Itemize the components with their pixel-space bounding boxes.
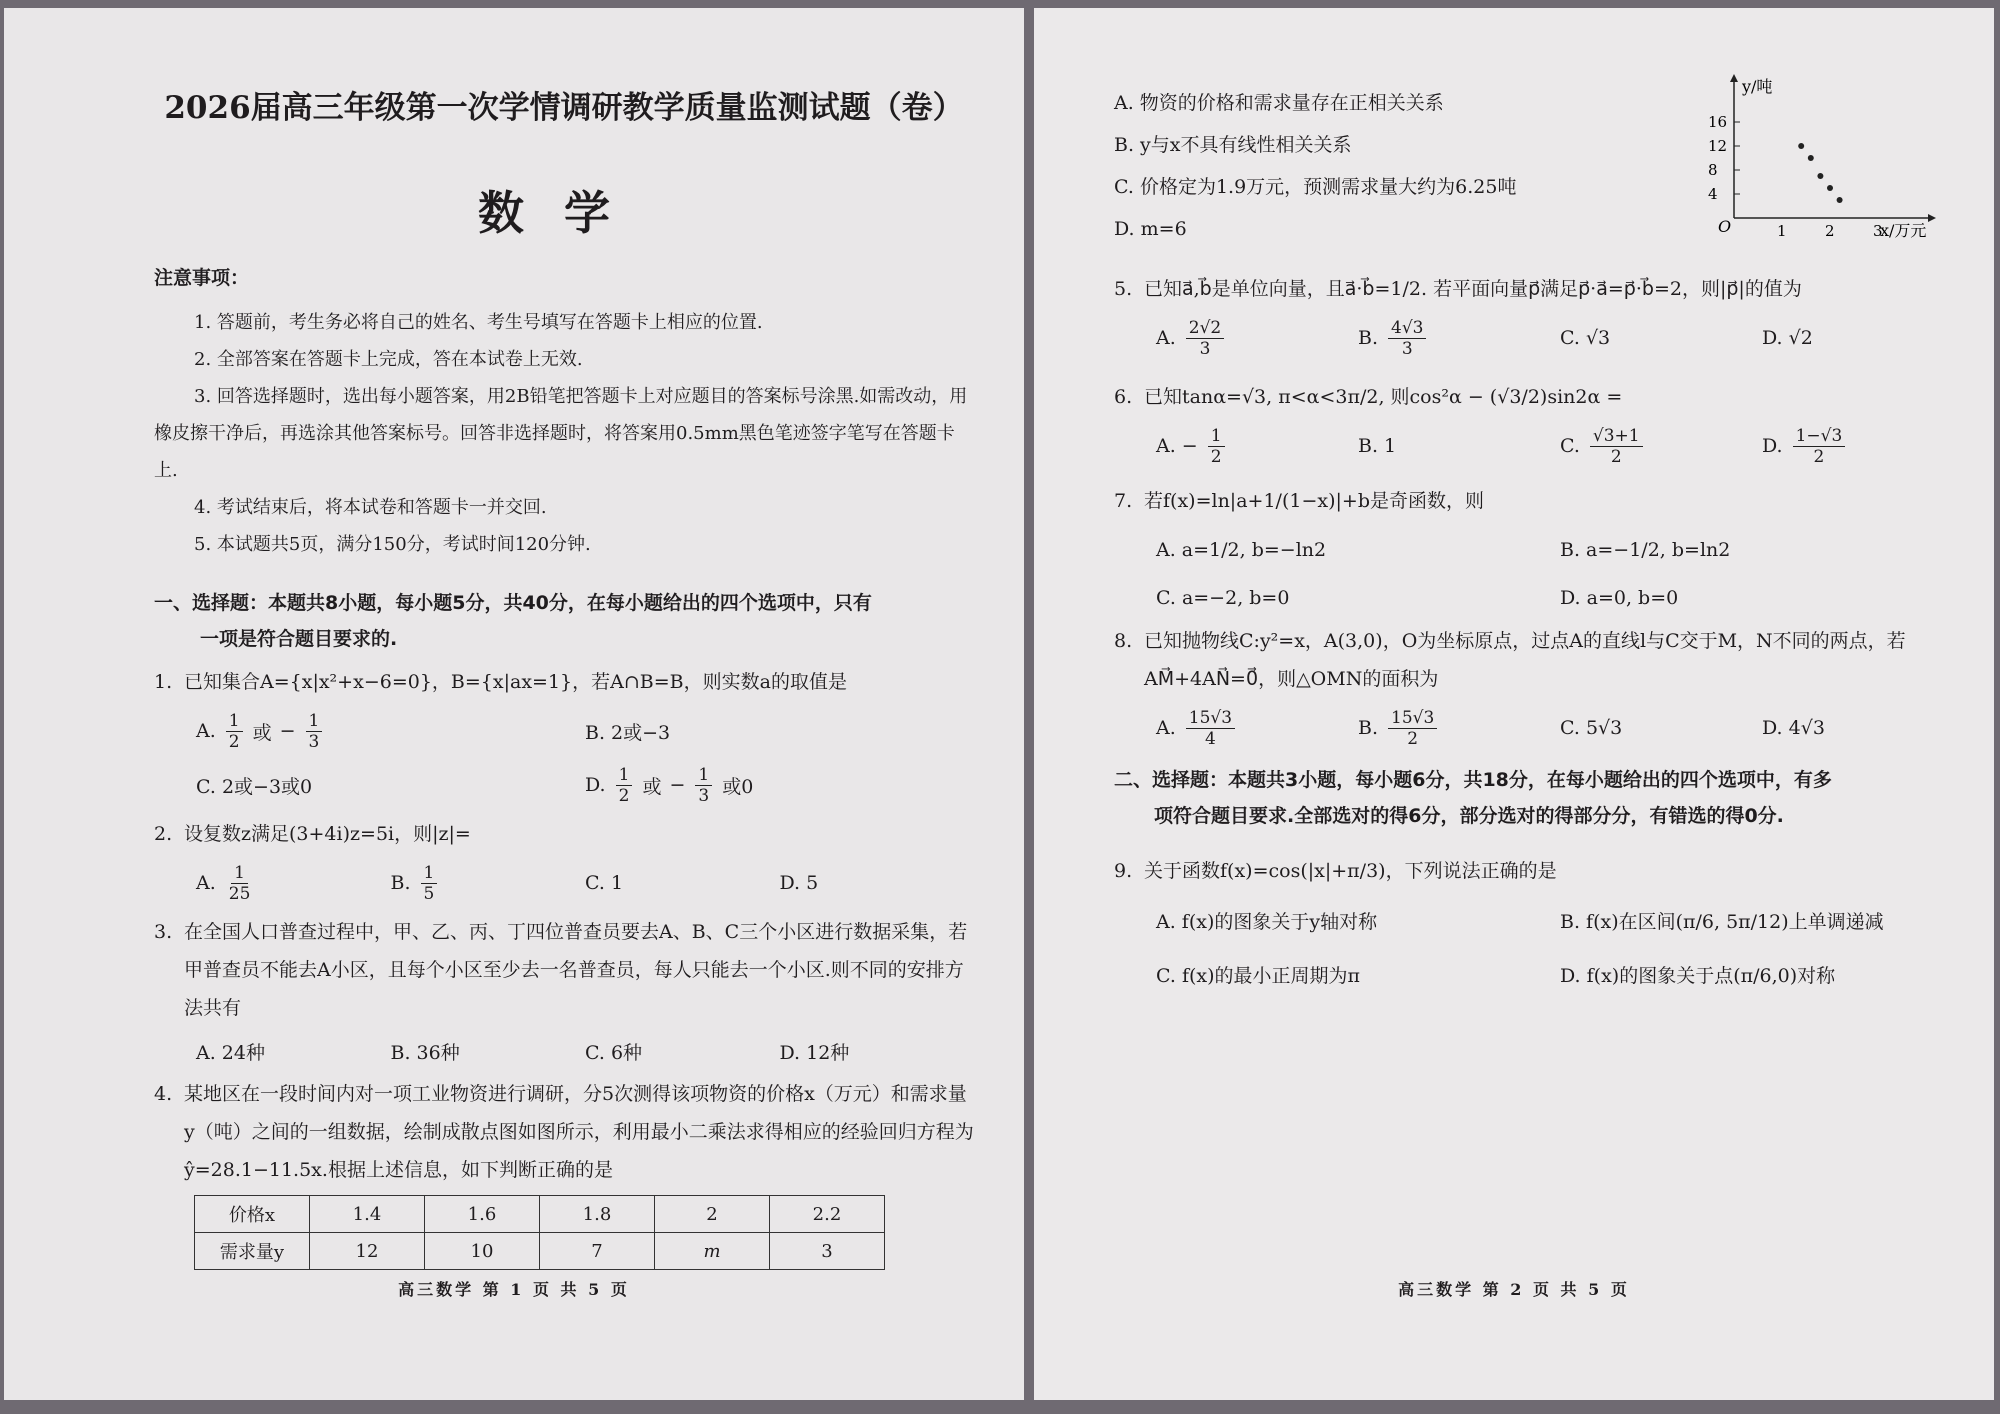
subject-title: 数学 [478,186,650,240]
q8-options [1156,704,1964,752]
x-tick-label: 2 [1825,222,1835,238]
q1-options-row1 [196,707,974,755]
q1-option-c: C. 2或−3或0 [196,775,313,798]
y-tick-label: 4 [1708,185,1718,203]
q4-options [1114,84,1674,248]
q2-option-b: B. $\frac{1}{5}$ [391,863,586,904]
q5-option-b: B. $\frac{4√3}{3}$ [1358,318,1560,359]
question-1: 1. 已知集合A={x|x²+x−6=0}，B={x|ax=1}，若A∩B=B，则实数a的取值是 [154,671,847,693]
q1-option-a: A. $\frac{1}{2}$ 或 − $\frac{1}{3}$ [196,711,585,752]
question-2: 2. 设复数z满足(3+4i)z=5i，则|z|= [154,823,471,845]
notice-heading: 注意事项： [154,267,250,289]
notice-item: 2. 全部答案在答题卡上完成，答在本试卷上无效. [194,349,583,370]
scatter-point [1837,197,1843,203]
scatter-points [1798,143,1842,203]
question-3: 3. 在全国人口普查过程中，甲、乙、丙、丁四位普查员要去A、B、C三个小区进行数据采集，若甲普查员不能去A小区，且每个小区至少去一名普查员，每人只能去一个小区.则不同的安排方法共有 [154,921,968,1019]
x-ticks [1777,222,1883,238]
notice-item: 5. 本试题共5页，满分150分，考试时间120分钟. [194,534,591,555]
x-axis-label: x/万元 [1880,221,1927,238]
page-footer: 高三数学 第 2 页 共 5 页 [1398,1280,1630,1299]
y-axis-label: y/吨 [1742,77,1773,96]
q5-option-d: D. √2 [1762,327,1813,349]
q5-option-c: C. √3 [1560,327,1611,349]
q9-option-b: B. f(x)在区间(π/6, 5π/12)上单调递减 [1560,910,1884,933]
scatter-point [1808,155,1814,161]
q9-option-c: C. f(x)的最小正周期为π [1156,964,1360,987]
section-1-heading: 一、选择题：本题共8小题，每小题5分，共40分，在每小题给出的四个选项中，只有 一项是符合题目要求的. [154,592,872,650]
question-5: 5. 已知a⃗,b⃗是单位向量，且a⃗·b⃗=1/2. 若平面向量p⃗满足p⃗·a⃗=p⃗·b⃗=2，则|p⃗|的值为 [1114,278,1802,300]
q7-option-a: A. a=1/2, b=−ln2 [1156,539,1327,561]
q1-option-d: D. $\frac{1}{2}$ 或 − $\frac{1}{3}$ 或0 [585,764,754,806]
q9-options-row1 [1156,896,1964,944]
q6-option-d: D. $\frac{1-√3}{2}$ [1762,426,1964,467]
q4-option-c: C. 价格定为1.9万元，预测需求量大约为6.25吨 [1114,176,1517,198]
q7-option-d: D. a=0, b=0 [1560,587,1679,609]
q3-options [196,1033,974,1069]
origin-label: O [1718,217,1732,236]
q8-option-b: B. $\frac{15√3}{2}$ [1358,708,1560,749]
q2-option-d: D. 5 [779,872,819,894]
q5-option-a: A. $\frac{2√2}{3}$ [1156,318,1358,359]
q3-option-b: B. 36种 [390,1041,460,1064]
q3-option-a: A. 24种 [196,1041,265,1064]
exam-title: 2026届高三年级第一次学情调研教学质量监测试题（卷） [164,90,964,126]
section-2-heading: 二、选择题：本题共3小题，每小题6分，共18分，在每小题给出的四个选项中，有多 项符合题目要求.全部选对的得6分，部分选对的得部分分，有错选的得0分. [1114,769,1832,827]
notice-item: 3. 回答选择题时，选出每小题答案，用2B铅笔把答题卡上对应题目的答案标号涂黑.如需改动，用橡皮擦干净后，再选涂其他答案标号。回答非选择题时，将答案用0.5mm黑色笔迹签字笔写在答题卡上. [154,386,968,481]
y-ticks [1708,113,1740,203]
q7-option-b: B. a=−1/2, b=ln2 [1560,539,1731,561]
q4-option-b: B. y与x不具有线性相关关系 [1114,134,1352,156]
q6-option-b: B. 1 [1358,435,1397,457]
q9-options-row2 [1156,950,1964,998]
notice-item: 1. 答题前，考生务必将自己的姓名、考生号填写在答题卡上相应的位置. [194,312,763,333]
q9-option-d: D. f(x)的图象关于点(π/6,0)对称 [1560,964,1836,987]
y-tick-label: 8 [1708,161,1718,179]
page-footer: 高三数学 第 1 页 共 5 页 [398,1280,630,1299]
question-8: 8. 已知抛物线C:y²=x，A(3,0)，O为坐标原点，过点A的直线l与C交于M，N不同的两点，若AM⃗+4AN⃗=0⃗，则△OMN的面积为 [1114,630,1906,690]
q6-option-a: A. − $\frac{1}{2}$ [1156,426,1358,467]
q6-options [1156,422,1964,470]
q8-option-d: D. 4√3 [1762,717,1825,739]
y-tick-label: 16 [1708,113,1728,131]
question-7: 7. 若f(x)=ln|a+1/(1−x)|+b是奇函数，则 [1114,490,1484,512]
x-tick-label: 1 [1777,222,1787,238]
q7-options-row2 [1156,580,1964,616]
q5-options [1156,314,1964,362]
q8-option-c: C. 5√3 [1560,717,1623,739]
table-row: 需求量y 12 10 7 m 3 [195,1233,885,1270]
q4-data-table [194,1195,885,1270]
q7-option-c: C. a=−2, b=0 [1156,587,1290,609]
q4-option-d: D. m=6 [1114,218,1187,240]
q6-option-c: C. $\frac{√3+1}{2}$ [1560,426,1762,467]
q7-options-row1 [1156,526,1964,574]
q9-option-a: A. f(x)的图象关于y轴对称 [1156,910,1378,933]
q2-option-c: C. 1 [585,872,624,894]
scatter-point [1817,173,1823,179]
question-6: 6. 已知tanα=√3, π<α<3π/2, 则cos²α − (√3/2)sin2α = [1114,386,1623,408]
q3-option-d: D. 12种 [779,1041,850,1064]
q1-option-b: B. 2或−3 [585,721,671,744]
y-tick-label: 12 [1708,137,1728,155]
notice-item: 4. 考试结束后，将本试卷和答题卡一并交回. [194,497,547,518]
q4-scatter-plot [1674,68,1954,238]
scatter-point [1827,185,1833,191]
q4-option-a: A. 物资的价格和需求量存在正相关关系 [1114,92,1444,114]
q1-options-row2 [196,761,974,809]
table-row: 价格x 1.4 1.6 1.8 2 2.2 [195,1196,885,1233]
q2-options [196,859,974,907]
q3-option-c: C. 6种 [585,1041,643,1064]
question-4: 4. 某地区在一段时间内对一项工业物资进行调研，分5次测得该项物资的价格x（万元）和需求量y（吨）之间的一组数据，绘制成散点图如图所示，利用最小二乘法求得相应的经验回归方程为ŷ=28.1−11.5x.根据上述信息，如下判断正确的是 [154,1083,974,1181]
x-tick-label: 3 [1873,222,1883,238]
q8-option-a: A. $\frac{15√3}{4}$ [1156,708,1358,749]
question-9: 9. 关于函数f(x)=cos(|x|+π/3)，下列说法正确的是 [1114,860,1557,882]
q2-option-a: A. $\frac{1}{25}$ [196,862,251,904]
exam-page-2 [1034,8,1994,1400]
exam-page-1 [4,8,1024,1400]
scatter-point [1798,143,1804,149]
